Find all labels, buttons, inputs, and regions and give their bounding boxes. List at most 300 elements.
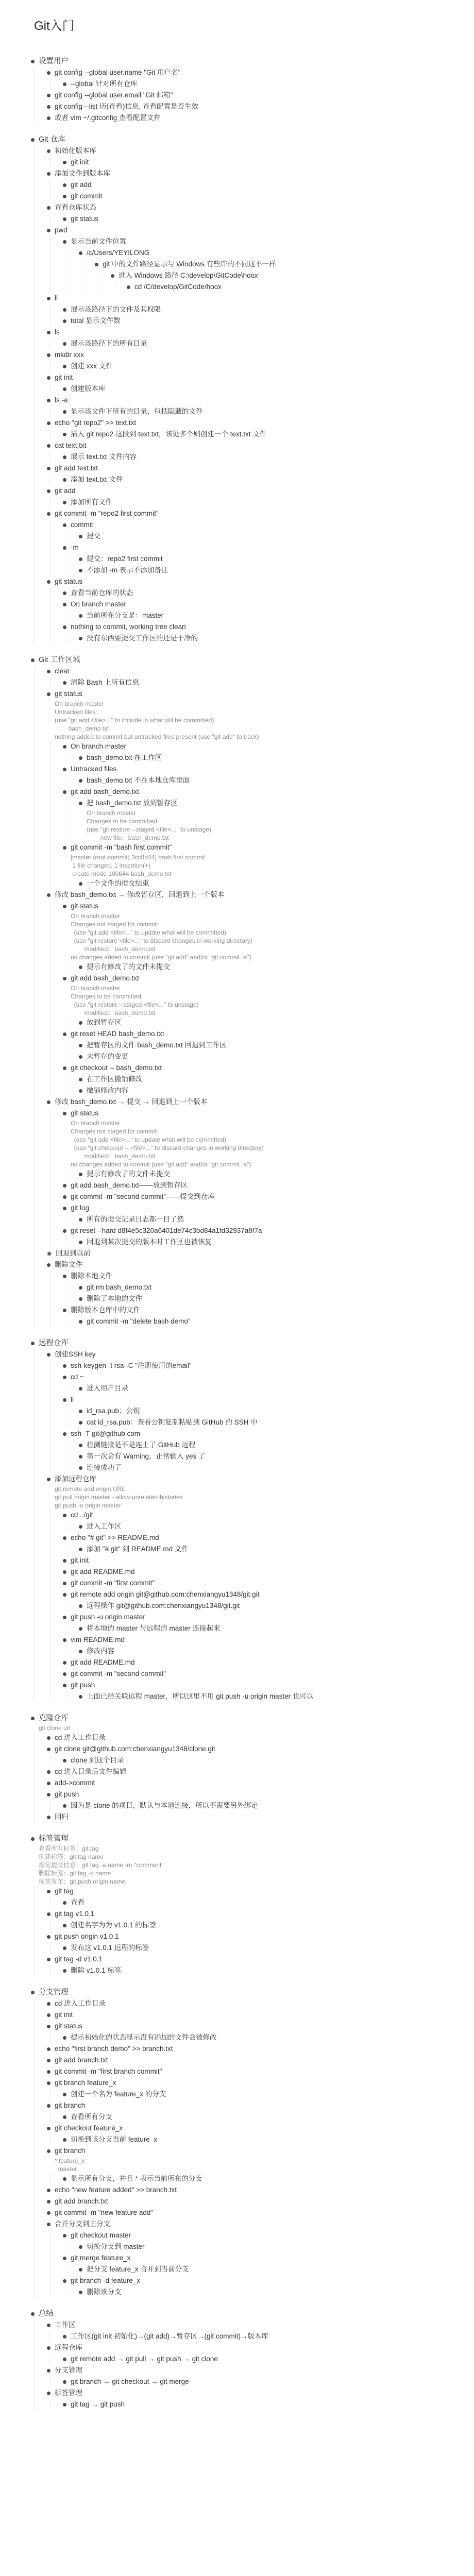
outline-node[interactable] [47,2319,443,2331]
bullet-dot-icon[interactable] [47,2013,50,2017]
bullet-dot-icon[interactable] [63,1946,66,1950]
outline-node[interactable] [63,2331,443,2342]
outline-node[interactable] [79,1623,443,1634]
outline-node[interactable] [63,542,443,553]
outline-node[interactable] [31,1713,443,1724]
bullet-dot-icon[interactable] [63,523,66,527]
outline-node[interactable] [47,202,443,213]
bullet-dot-icon[interactable] [47,1263,50,1267]
bullet-dot-icon[interactable] [47,2149,50,2153]
bullet-dot-icon[interactable] [63,977,66,980]
outline-node[interactable] [63,474,443,485]
bullet-dot-icon[interactable] [63,591,66,595]
outline-node[interactable] [63,1028,443,1040]
outline-node[interactable] [79,1600,443,1612]
outline-node[interactable] [47,1908,443,1920]
outline-node[interactable] [63,1555,443,1566]
bullet-dot-icon[interactable] [79,1320,82,1324]
outline-node[interactable] [63,236,443,247]
bullet-dot-icon[interactable] [47,2346,50,2350]
bullet-dot-icon[interactable] [79,569,82,572]
outline-node[interactable] [47,2342,443,2353]
bullet-dot-icon[interactable] [47,1793,50,1797]
bullet-dot-icon[interactable] [79,1444,82,1447]
outline-node[interactable] [47,145,443,157]
outline-node[interactable] [63,2032,443,2043]
bullet-dot-icon[interactable] [47,692,50,696]
bullet-dot-icon[interactable] [63,161,66,164]
outline-node[interactable] [47,1886,443,1897]
outline-node[interactable] [63,2252,443,2264]
bullet-dot-icon[interactable] [79,882,82,886]
outline-node[interactable] [63,338,443,349]
outline-node[interactable] [47,2077,443,2089]
outline-node[interactable] [63,304,443,315]
outline-node[interactable] [47,67,443,78]
outline-node[interactable] [79,1040,443,1051]
bullet-dot-icon[interactable] [63,1570,66,1574]
outline-node[interactable] [63,1532,443,1544]
outline-node[interactable] [63,1566,443,1578]
outline-node[interactable] [63,1897,443,1908]
outline-node[interactable] [79,565,443,576]
outline-node[interactable] [47,1998,443,2009]
bullet-dot-icon[interactable] [31,1717,35,1720]
outline-node[interactable] [63,1180,443,1191]
outline-node[interactable] [47,2055,443,2066]
bullet-dot-icon[interactable] [63,768,66,771]
outline-node[interactable] [63,2399,443,2410]
outline-node[interactable] [79,1417,443,1428]
outline-node[interactable] [79,1214,443,1225]
outline-node[interactable] [47,463,443,474]
bullet-dot-icon[interactable] [63,410,66,414]
bullet-dot-icon[interactable] [79,965,82,969]
outline-node[interactable] [47,440,443,451]
outline-node[interactable] [63,1394,443,1405]
bullet-dot-icon[interactable] [79,1297,82,1301]
bullet-dot-icon[interactable] [63,82,66,86]
bullet-dot-icon[interactable] [63,433,66,436]
outline-node[interactable] [63,1225,443,1236]
bullet-dot-icon[interactable] [63,365,66,368]
outline-node[interactable] [63,1202,443,1214]
bullet-dot-icon[interactable] [79,1089,82,1093]
outline-node[interactable] [47,2218,443,2230]
bullet-dot-icon[interactable] [47,2324,50,2327]
bullet-dot-icon[interactable] [63,2335,66,2338]
bullet-dot-icon[interactable] [47,2070,50,2074]
bullet-dot-icon[interactable] [47,1958,50,1961]
bullet-dot-icon[interactable] [47,1770,50,1774]
bullet-dot-icon[interactable] [63,1969,66,1973]
outline-node[interactable] [63,1428,443,1439]
bullet-dot-icon[interactable] [63,1559,66,1563]
outline-node[interactable] [47,1931,443,1942]
bullet-dot-icon[interactable] [79,2291,82,2294]
bullet-dot-icon[interactable] [63,2234,66,2238]
bullet-dot-icon[interactable] [63,2279,66,2283]
outline-node[interactable] [111,270,443,281]
bullet-dot-icon[interactable] [47,116,50,120]
outline-node[interactable] [63,406,443,417]
bullet-dot-icon[interactable] [79,756,82,760]
bullet-dot-icon[interactable] [63,1376,66,1379]
bullet-dot-icon[interactable] [63,1364,66,1368]
outline-node[interactable] [63,764,443,775]
outline-node[interactable] [63,1965,443,1976]
bullet-dot-icon[interactable] [47,1782,50,1785]
bullet-dot-icon[interactable] [63,1309,66,1312]
outline-node[interactable] [79,752,443,764]
bullet-dot-icon[interactable] [47,2223,50,2226]
bullet-dot-icon[interactable] [63,217,66,221]
outline-node[interactable] [47,2145,443,2157]
bullet-dot-icon[interactable] [47,670,50,673]
outline-node[interactable] [79,1521,443,1532]
bullet-dot-icon[interactable] [63,790,66,794]
bullet-dot-icon[interactable] [63,478,66,482]
bullet-dot-icon[interactable] [63,195,66,198]
outline-node[interactable] [79,1282,443,1293]
bullet-dot-icon[interactable] [63,745,66,749]
outline-node[interactable] [63,2173,443,2184]
bullet-dot-icon[interactable] [47,489,50,493]
bullet-dot-icon[interactable] [79,1627,82,1631]
outline-node[interactable] [79,1383,443,1394]
bullet-dot-icon[interactable] [47,1100,50,1104]
bullet-dot-icon[interactable] [47,2211,50,2215]
bullet-dot-icon[interactable] [79,1455,82,1459]
outline-node[interactable] [79,878,443,889]
bullet-dot-icon[interactable] [79,614,82,618]
outline-node[interactable] [79,2286,443,2298]
outline-node[interactable] [79,531,443,542]
bullet-dot-icon[interactable] [47,1478,50,1481]
bullet-dot-icon[interactable] [79,251,82,255]
outline-node[interactable] [47,293,443,304]
outline-node[interactable] [79,1017,443,1028]
bullet-dot-icon[interactable] [63,2115,66,2119]
bullet-dot-icon[interactable] [63,2257,66,2260]
bullet-dot-icon[interactable] [31,2312,35,2316]
bullet-dot-icon[interactable] [63,905,66,908]
bullet-dot-icon[interactable] [79,1410,82,1413]
outline-node[interactable] [63,2111,443,2123]
outline-node[interactable] [63,1800,443,1811]
bullet-dot-icon[interactable] [63,1661,66,1665]
outline-node[interactable] [63,2353,443,2365]
outline-node[interactable] [63,497,443,508]
outline-node[interactable] [79,1168,443,1180]
bullet-dot-icon[interactable] [79,1421,82,1425]
outline-node[interactable] [47,2184,443,2196]
outline-node[interactable] [63,2230,443,2241]
bullet-dot-icon[interactable] [47,2369,50,2372]
outline-node[interactable] [47,417,443,429]
bullet-dot-icon[interactable] [31,1991,35,1994]
outline-node[interactable] [63,1755,443,1766]
outline-node[interactable] [47,112,443,124]
outline-node[interactable] [47,1766,443,1777]
bullet-dot-icon[interactable] [63,2138,66,2142]
bullet-dot-icon[interactable] [63,1684,66,1687]
outline-node[interactable] [63,213,443,225]
bullet-dot-icon[interactable] [79,1044,82,1047]
bullet-dot-icon[interactable] [63,1195,66,1199]
bullet-dot-icon[interactable] [47,206,50,210]
outline-node[interactable] [47,1259,443,1270]
outline-node[interactable] [79,553,443,565]
outline-node[interactable] [63,179,443,191]
bullet-dot-icon[interactable] [63,1616,66,1619]
outline-node[interactable] [47,2021,443,2032]
bullet-dot-icon[interactable] [47,2025,50,2028]
bullet-dot-icon[interactable] [47,105,50,109]
bullet-dot-icon[interactable] [79,637,82,640]
bullet-dot-icon[interactable] [79,1286,82,1290]
outline-node[interactable] [31,2308,443,2319]
bullet-dot-icon[interactable] [63,342,66,346]
outline-node[interactable] [47,2207,443,2218]
outline-node[interactable] [79,1236,443,1248]
bullet-dot-icon[interactable] [79,1078,82,1081]
outline-node[interactable] [31,1337,443,1349]
bullet-dot-icon[interactable] [63,1514,66,1517]
bullet-dot-icon[interactable] [63,1432,66,1436]
bullet-dot-icon[interactable] [47,399,50,402]
outline-node[interactable] [63,191,443,202]
outline-node[interactable] [63,1578,443,1589]
bullet-dot-icon[interactable] [47,331,50,334]
outline-node[interactable] [47,2066,443,2077]
outline-node[interactable] [63,786,443,798]
bullet-dot-icon[interactable] [47,2392,50,2395]
outline-node[interactable] [47,666,443,677]
outline-node[interactable] [63,2089,443,2100]
outline-node[interactable] [63,2275,443,2286]
outline-node[interactable] [63,1062,443,1074]
bullet-dot-icon[interactable] [63,2177,66,2181]
bullet-dot-icon[interactable] [31,1342,35,1345]
bullet-dot-icon[interactable] [63,1638,66,1642]
bullet-dot-icon[interactable] [47,1251,52,1256]
outline-node[interactable] [47,889,443,901]
outline-node[interactable] [63,1657,443,1668]
bullet-dot-icon[interactable] [47,2104,50,2108]
outline-node[interactable] [31,56,443,67]
bullet-dot-icon[interactable] [63,501,66,504]
outline-node[interactable] [47,2123,443,2134]
outline-node[interactable] [31,654,443,666]
outline-node[interactable] [79,961,443,973]
bullet-dot-icon[interactable] [79,1604,82,1608]
outline-node[interactable] [47,2009,443,2021]
outline-node[interactable] [79,1544,443,1555]
bullet-dot-icon[interactable] [63,183,66,187]
bullet-dot-icon[interactable] [79,1218,82,1222]
bullet-dot-icon[interactable] [63,2380,66,2384]
bullet-dot-icon[interactable] [47,229,50,232]
outline-node[interactable] [63,1108,443,1119]
outline-node[interactable] [47,395,443,406]
bullet-dot-icon[interactable] [63,455,66,459]
outline-node[interactable] [79,1462,443,1473]
bullet-dot-icon[interactable] [47,1353,50,1357]
bullet-dot-icon[interactable] [63,625,66,629]
bullet-dot-icon[interactable] [63,1582,66,1585]
bullet-dot-icon[interactable] [63,1672,66,1676]
bullet-dot-icon[interactable] [47,1736,50,1740]
outline-node[interactable] [47,1096,443,1108]
bullet-dot-icon[interactable] [63,387,66,391]
outline-node[interactable] [47,1473,443,1485]
bullet-dot-icon[interactable] [47,2200,50,2204]
outline-node[interactable] [63,78,443,90]
outline-node[interactable] [95,259,443,270]
bullet-dot-icon[interactable] [31,138,35,142]
outline-node[interactable] [47,1743,443,1755]
bullet-dot-icon[interactable] [79,1387,82,1391]
bullet-dot-icon[interactable] [47,2081,50,2085]
bullet-dot-icon[interactable] [47,149,50,153]
outline-node[interactable] [47,688,443,700]
bullet-dot-icon[interactable] [63,1066,66,1070]
outline-node[interactable] [63,1360,443,1371]
outline-node[interactable] [63,1634,443,1646]
bullet-dot-icon[interactable] [63,1207,66,1210]
outline-node[interactable] [63,973,443,984]
outline-node[interactable] [63,1371,443,1383]
outline-node[interactable] [63,361,443,372]
bullet-dot-icon[interactable] [47,580,50,584]
outline-node[interactable] [47,1248,443,1259]
outline-node[interactable] [79,775,443,786]
bullet-dot-icon[interactable] [47,2002,50,2006]
outline-node[interactable] [63,1920,443,1931]
bullet-dot-icon[interactable] [63,1804,66,1808]
outline-node[interactable] [47,2365,443,2376]
outline-node[interactable] [47,168,443,179]
bullet-dot-icon[interactable] [79,1466,82,1470]
outline-node[interactable] [63,1270,443,1282]
bullet-dot-icon[interactable] [95,263,98,266]
bullet-dot-icon[interactable] [79,1525,82,1529]
bullet-dot-icon[interactable] [47,2047,50,2051]
outline-node[interactable] [31,134,443,145]
bullet-dot-icon[interactable] [79,779,82,783]
outline-node[interactable] [63,451,443,463]
outline-node[interactable] [63,842,443,853]
outline-node[interactable] [47,485,443,497]
bullet-dot-icon[interactable] [127,285,130,289]
outline-node[interactable] [47,101,443,112]
outline-node[interactable] [47,2043,443,2055]
outline-node[interactable] [63,315,443,327]
outline-node[interactable] [63,1191,443,1202]
outline-node[interactable] [47,225,443,236]
outline-node[interactable] [79,1691,443,1702]
bullet-dot-icon[interactable] [47,1935,50,1939]
outline-node[interactable] [47,349,443,361]
outline-node[interactable] [63,1304,443,1316]
outline-node[interactable] [63,741,443,752]
bullet-dot-icon[interactable] [63,1275,66,1278]
outline-node[interactable] [31,1987,443,1998]
bullet-dot-icon[interactable] [63,1759,66,1762]
bullet-dot-icon[interactable] [31,1837,35,1841]
bullet-dot-icon[interactable] [63,1032,66,1036]
bullet-dot-icon[interactable] [63,1924,66,1927]
bullet-dot-icon[interactable] [63,308,66,312]
bullet-dot-icon[interactable] [47,1890,50,1893]
outline-node[interactable] [79,247,443,259]
bullet-dot-icon[interactable] [47,94,50,97]
outline-node[interactable] [47,508,443,519]
bullet-dot-icon[interactable] [79,1695,82,1699]
outline-node[interactable] [79,1451,443,1462]
outline-node[interactable] [63,587,443,599]
outline-node[interactable] [127,281,443,293]
outline-node[interactable] [47,90,443,101]
outline-node[interactable] [79,633,443,644]
bullet-dot-icon[interactable] [63,1536,66,1540]
bullet-dot-icon[interactable] [47,421,50,425]
outline-node[interactable] [79,1316,443,1327]
outline-node[interactable] [79,1439,443,1451]
bullet-dot-icon[interactable] [63,681,66,685]
bullet-dot-icon[interactable] [79,2245,82,2249]
outline-node[interactable] [63,1680,443,1691]
outline-node[interactable] [79,2241,443,2252]
bullet-dot-icon[interactable] [47,893,50,897]
bullet-dot-icon[interactable] [47,2189,50,2192]
bullet-dot-icon[interactable] [63,1398,66,1402]
outline-node[interactable] [47,1811,443,1823]
outline-node[interactable] [79,1405,443,1417]
outline-node[interactable] [63,621,443,633]
outline-node[interactable] [63,1510,443,1521]
outline-node[interactable] [47,1789,443,1800]
bullet-dot-icon[interactable] [47,2059,50,2062]
bullet-dot-icon[interactable] [63,546,66,550]
bullet-dot-icon[interactable] [47,1748,50,1751]
bullet-dot-icon[interactable] [79,1021,82,1025]
outline-node[interactable] [79,1646,443,1657]
bullet-dot-icon[interactable] [79,1173,82,1176]
bullet-dot-icon[interactable] [63,240,66,244]
bullet-dot-icon[interactable] [79,1055,82,1059]
bullet-dot-icon[interactable] [63,2403,66,2406]
outline-node[interactable] [63,2134,443,2145]
outline-node[interactable] [63,901,443,912]
outline-node[interactable] [63,1942,443,1954]
bullet-dot-icon[interactable] [79,1241,82,1244]
bullet-dot-icon[interactable] [47,376,50,380]
outline-node[interactable] [47,1732,443,1743]
outline-node[interactable] [79,1051,443,1062]
outline-node[interactable] [63,383,443,395]
bullet-dot-icon[interactable] [63,2036,66,2040]
outline-node[interactable] [47,1349,443,1360]
bullet-dot-icon[interactable] [79,1650,82,1653]
bullet-dot-icon[interactable] [47,297,50,300]
bullet-dot-icon[interactable] [47,71,50,75]
outline-node[interactable] [63,2376,443,2387]
outline-node[interactable] [47,2387,443,2399]
bullet-dot-icon[interactable] [63,1593,66,1597]
bullet-dot-icon[interactable] [63,2358,66,2361]
